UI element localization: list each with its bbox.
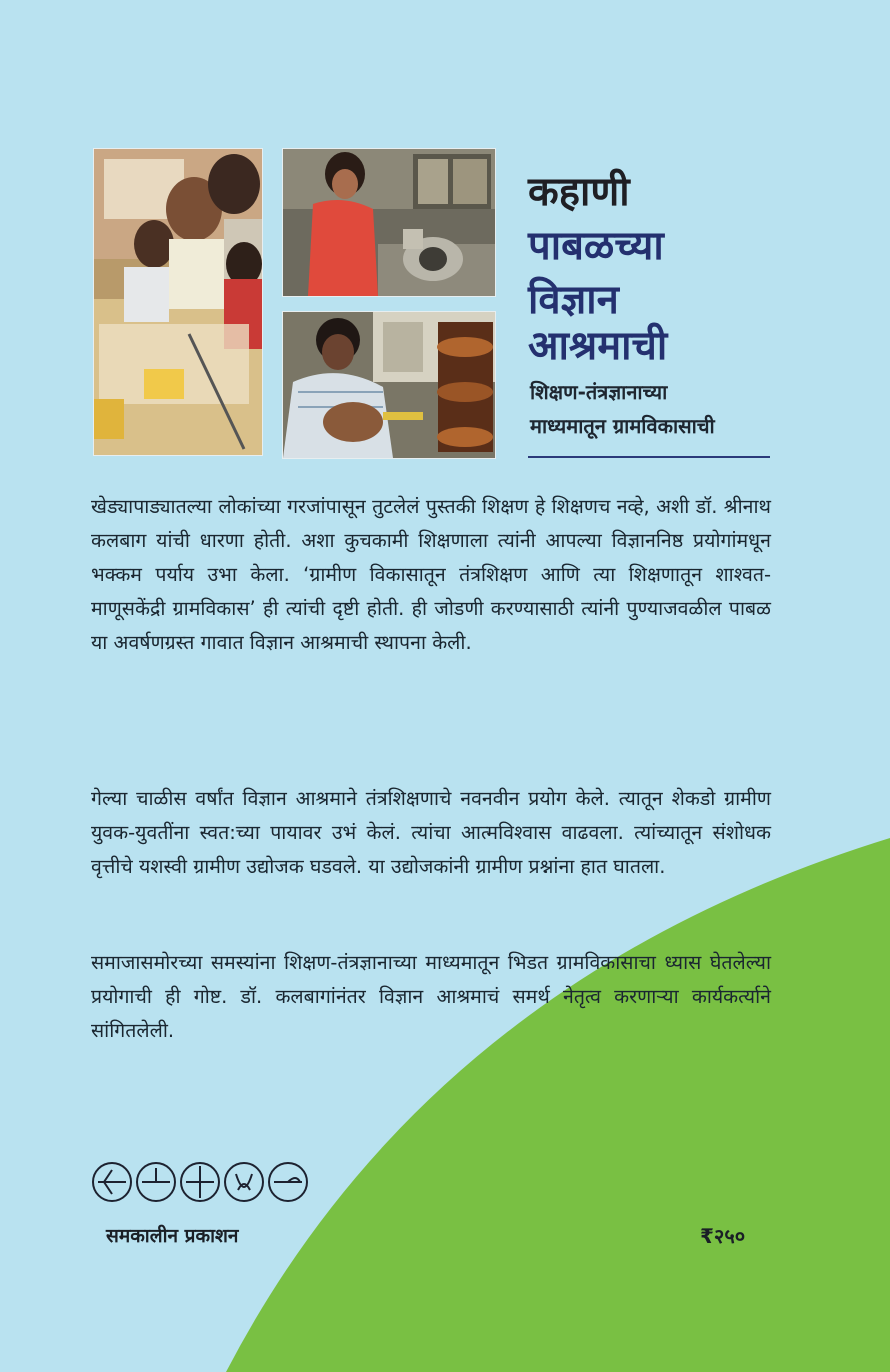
title-line-3: विज्ञान xyxy=(528,277,619,323)
photo-man-winding-coil xyxy=(282,311,496,459)
title-underline-rule xyxy=(528,456,770,458)
publisher-logo-icon xyxy=(90,1160,312,1204)
blurb-paragraph-1: खेड्यापाड्यातल्या लोकांच्या गरजांपासून तुटलेलं पुस्तकी शिक्षण हे शिक्षणच नव्हे, अशी डॉ. श्रीनाथ कलबाग यांची धारणा होती. अशा कुचकामी शिक्षणाला त्यांनी आपल्या विज्ञाननिष्ठ प्रयोगांमधून भक्कम पर्याय उभा केला. ‘ग्रामीण विकासातून तंत्रशिक्षण आणि त्या शिक्षणातून शाश्वत-माणूसकेंद्री ग्रामविकास’ ही त्यांची दृष्टी होती. ही जोडणी करण्यासाठी त्यांनी पुण्याजवळील पाबळ या अवर्षणग्रस्त गावात विज्ञान आश्रमाची स्थापना केली. xyxy=(91,495,771,654)
photo-woman-workbench xyxy=(282,148,496,297)
subtitle-line-1: शिक्षण-तंत्रज्ञानाच्या xyxy=(530,380,668,404)
title-line-1: कहाणी xyxy=(528,169,630,215)
price-label: ₹२५० xyxy=(700,1224,746,1248)
publisher-name: समकालीन प्रकाशन xyxy=(106,1225,239,1247)
blurb-paragraph-2: गेल्या चाळीस वर्षांत विज्ञान आश्रमाने तंत्रशिक्षणाचे नवनवीन प्रयोग केले. त्यातून शेकडो ग्रामीण युवक-युवतींना स्वत:च्या पायावर उभं केलं. त्यांचा आत्मविश्वास वाढवला. त्यांच्यातून संशोधक वृत्तीचे यशस्वी ग्रामीण उद्योजक घडवले. या उद्योजकांनी ग्रामीण प्रश्नांना हात घातला. xyxy=(91,787,771,878)
subtitle-line-2: माध्यमातून ग्रामविकासाची xyxy=(530,414,715,438)
blurb-paragraph-3: समाजासमोरच्या समस्यांना शिक्षण-तंत्रज्ञानाच्या माध्यमातून भिडत ग्रामविकासाचा ध्यास घेतलेल्या प्रयोगाची ही गोष्ट. डॉ. कलबागांनंतर विज्ञान आश्रमाचं समर्थ नेतृत्व करणाऱ्या कार्यकर्त्याने सांगितलेली. xyxy=(91,951,771,1042)
title-line-4: आश्रमाची xyxy=(528,323,668,369)
photo-teacher-students-drawing xyxy=(93,148,263,456)
title-line-2: पाबळच्या xyxy=(528,223,664,269)
